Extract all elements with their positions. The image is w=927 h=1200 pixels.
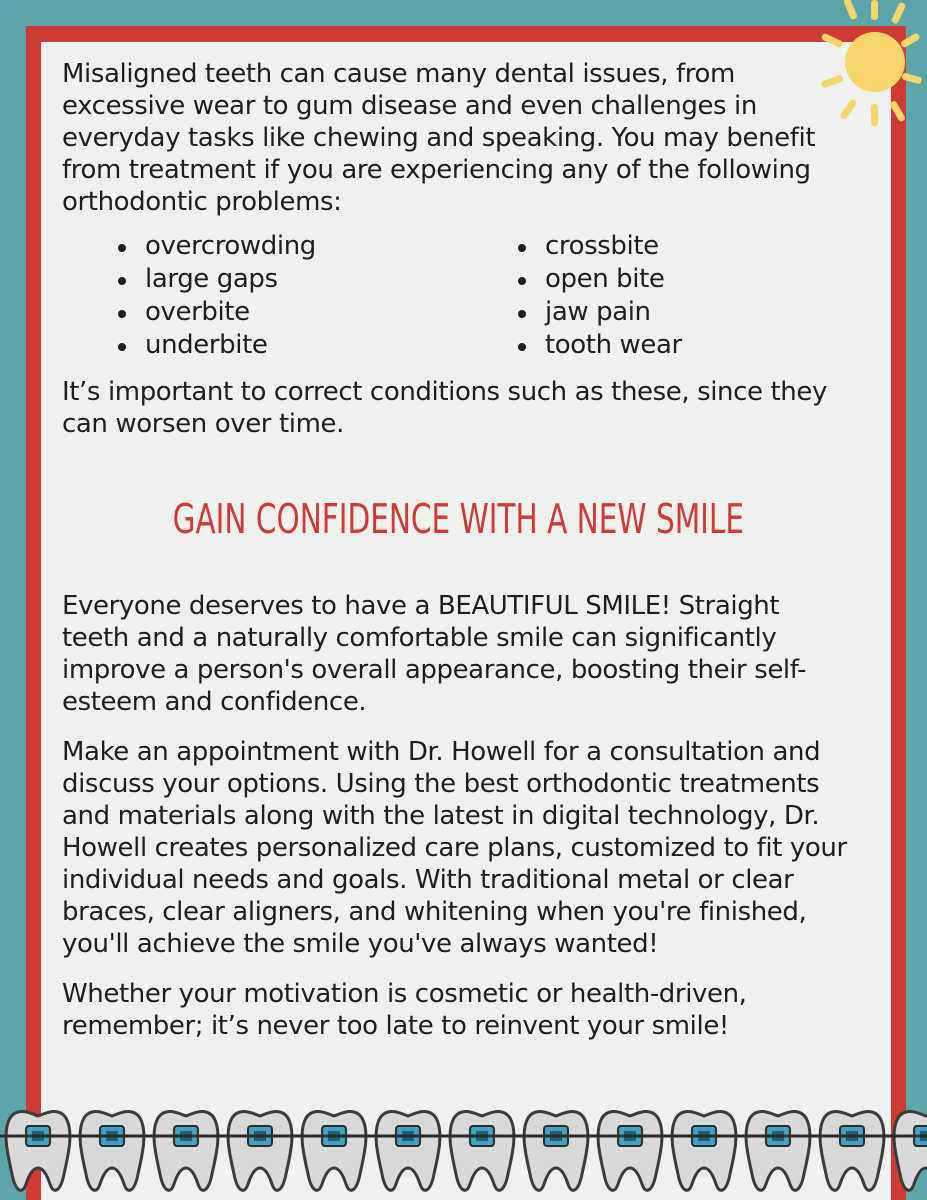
tooth-with-braces-icon: [302, 1112, 366, 1191]
list-item: underbite: [62, 329, 462, 362]
list-item: overcrowding: [62, 230, 462, 263]
tooth-with-braces-icon: [228, 1112, 292, 1191]
tooth-with-braces-icon: [376, 1112, 440, 1191]
smile-paragraph: Everyone deserves to have a BEAUTIFUL SMILE! Straight teeth and a naturally comfortable smile can significantly improve a person's overall appearance, boosting their self-esteem and confidence.: [62, 591, 807, 717]
tooth-with-braces-icon: [154, 1112, 218, 1191]
intro-paragraph: Misaligned teeth can cause many dental issues, from excessive wear to gum disease and even challenges in everyday tasks like chewing and speaking. You may benefit from treatment if you are experiencing any of the following orthodontic problems:: [62, 59, 816, 217]
list-item: jaw pain: [462, 296, 682, 329]
article-body: [62, 58, 852, 1060]
important-paragraph: It’s important to correct conditions such as these, since they can worsen over time.: [62, 377, 827, 439]
list-item: overbite: [62, 296, 462, 329]
list-item: open bite: [462, 263, 682, 296]
problem-lists: [62, 230, 852, 362]
braces-teeth-border: [0, 1104, 927, 1200]
tooth-with-braces-icon: [598, 1112, 662, 1191]
list-item: crossbite: [462, 230, 682, 263]
problem-list-right: [462, 230, 682, 362]
list-item: large gaps: [62, 263, 462, 296]
tooth-with-braces-icon: [80, 1112, 144, 1191]
tooth-with-braces-icon: [672, 1112, 736, 1191]
appointment-paragraph: Make an appointment with Dr. Howell for a consultation and discuss your options. Using the best orthodontic treatments and materials along with the latest in digital technology, Dr. Howell creates personalized care plans, customized to fit your individual needs and goals. With traditional metal or clear braces, clear aligners, and whitening when you're finished, you'll achieve the smile you've always wanted!: [62, 737, 847, 959]
tooth-with-braces-icon: [820, 1112, 884, 1191]
tooth-with-braces-icon: [894, 1112, 927, 1191]
section-heading: GAIN CONFIDENCE WITH A NEW SMILE: [172, 495, 744, 543]
problem-list-left: [62, 230, 462, 362]
closing-paragraph: Whether your motivation is cosmetic or health-driven, remember; it’s never too late to reinvent your smile!: [62, 979, 747, 1041]
tooth-with-braces-icon: [746, 1112, 810, 1191]
tooth-with-braces-icon: [450, 1112, 514, 1191]
tooth-with-braces-icon: [524, 1112, 588, 1191]
list-item: tooth wear: [462, 329, 682, 362]
tooth-with-braces-icon: [6, 1112, 70, 1191]
